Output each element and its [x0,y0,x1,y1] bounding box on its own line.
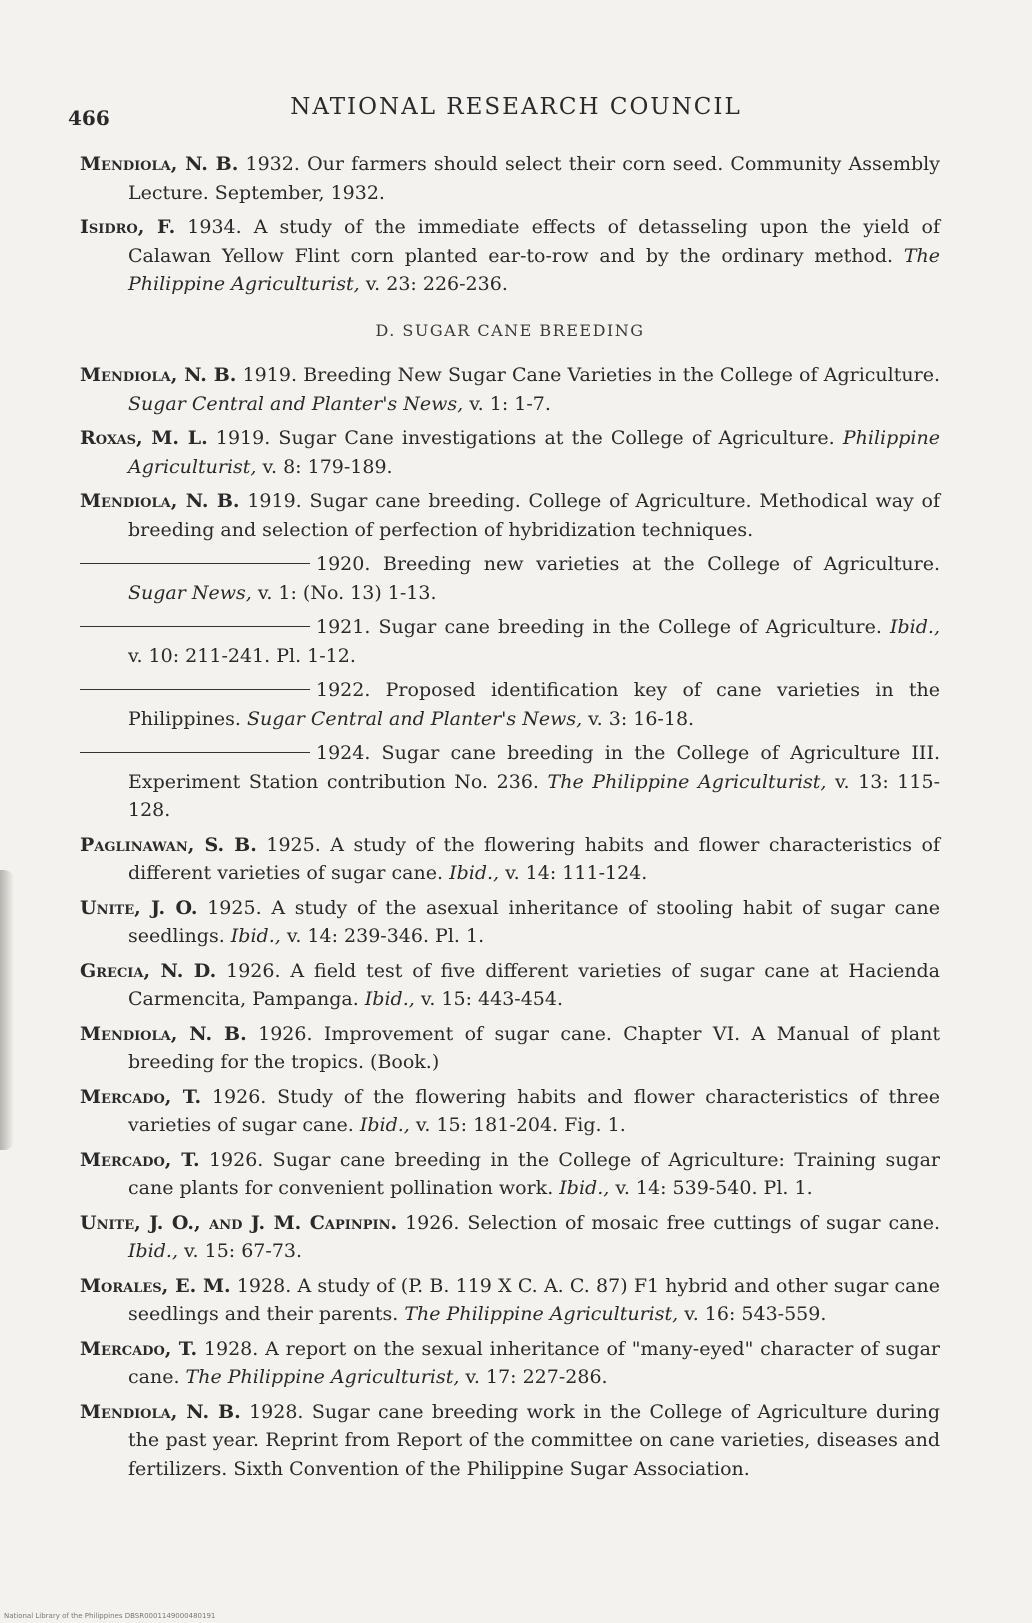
entry-citation: v. 15: 67-73. [184,1240,303,1262]
entry-journal: The Philippine Agriculturist, [128,244,940,295]
entry-citation: v. 3: 16-18. [588,707,695,730]
entry-journal: Sugar Central and Planter's News, [246,707,583,730]
bibliography-entry [80,213,940,299]
entry-author: Unite, J. O., and J. M. Capinpin. [80,1211,398,1234]
entry-text: 1920. Breeding new varieties at the College of Agriculture. [316,553,940,575]
entry-journal: Philippine Agriculturist, [128,427,940,478]
entry-text: 1932. Our farmers should select their corn seed. Community Assembly Lecture. September, 1932. [128,153,940,204]
entry-journal: Ibid., [559,1177,610,1199]
entry-author: Mercado, T. [80,1337,198,1360]
entry-journal: Ibid., [890,616,940,638]
entry-journal: Ibid., [449,862,500,884]
entry-journal: Ibid., [364,988,415,1010]
entry-author: Isidro, F. [80,216,176,238]
entry-text: 1919. Breeding New Sugar Cane Varieties in the College of Agriculture. [242,364,940,386]
page-edge-shadow [0,870,14,1150]
repeat-author-rule [80,626,310,627]
bibliography-entry [80,739,940,825]
entry-author: Unite, J. O. [80,896,198,919]
entry-text: 1925. A study of the flowering habits and flower characteristics of different varieties of sugar cane. [128,833,940,884]
entry-text: 1928. A study of (P. B. 119 X C. A. C. 87) F1 hybrid and other sugar cane seedlings and their parents. [128,1274,940,1325]
entry-citation: v. 10: 211-241. Pl. 1-12. [128,644,356,667]
bibliography-entry [80,487,940,544]
entry-citation: v. 1: 1-7. [469,392,551,415]
entry-citation: v. 1: (No. 13) 1-13. [257,581,437,604]
footer-source: National Library of the Philippines DBSR0001149000480191 [4,1612,216,1620]
entry-author: Mendiola, N. B. [80,364,237,386]
bibliography-entry [80,676,940,733]
entry-text: 1926. Improvement of sugar cane. Chapter VI. A Manual of plant breeding for the tropics. (Book.) [128,1022,940,1073]
entry-journal: Ibid., [230,925,281,947]
entry-citation: v. 17: 227-286. [465,1366,608,1388]
entry-text: 1924. Sugar cane breeding in the College of Agriculture III. Experiment Station contribution No. 236. [128,742,940,793]
entry-journal: The Philippine Agriculturist, [404,1303,679,1325]
entry-text: 1922. Proposed identification key of cane varieties in the Philippines. [128,679,940,730]
entry-citation: v. 15: 443-454. [420,988,564,1010]
bibliography-entry [80,1146,940,1203]
bibliography-entry [80,957,940,1014]
entry-text: 1919. Sugar Cane investigations at the College of Agriculture. [215,427,835,449]
entry-text: 1926. Selection of mosaic free cuttings of sugar cane. [405,1211,940,1234]
repeat-author-rule [80,689,310,690]
entry-journal: Sugar News, [128,581,252,604]
bibliography-entry [80,150,940,207]
entry-journal: The Philippine Agriculturist, [547,770,827,793]
entry-author: Mendiola, N. B. [80,153,239,175]
entry-journal: Sugar Central and Planter's News, [128,392,464,415]
entry-text: 1921. Sugar cane breeding in the College of Agriculture. [316,616,882,638]
entry-journal: Ibid., [359,1114,410,1136]
entry-text: 1926. A field test of five different varieties of sugar cane at Hacienda Carmencita, Pampanga. [128,959,941,1010]
entry-author: Mercado, T. [80,1085,202,1108]
entry-journal: Ibid., [128,1240,178,1262]
entry-author: Mendiola, N. B. [80,490,240,512]
entry-text: 1926. Study of the flowering habits and flower characteristics of three varieties of sugar cane. [128,1085,940,1136]
bibliography-list [80,150,940,1489]
entry-author: Mendiola, N. B. [80,1022,247,1045]
entry-citation: v. 14: 111-124. [505,862,648,884]
entry-citation: v. 23: 226-236. [365,273,508,295]
entry-citation: v. 16: 543-559. [684,1303,827,1325]
bibliography-entry [80,1020,940,1077]
bibliography-entry [80,1335,940,1392]
entry-journal: The Philippine Agriculturist, [185,1366,460,1388]
bibliography-entry [80,1209,940,1266]
entry-citation: v. 14: 539-540. Pl. 1. [615,1177,813,1199]
entry-author: Mendiola, N. B. [80,1400,241,1423]
entry-text: 1919. Sugar cane breeding. College of Agriculture. Methodical way of breeding and selection of perfection of hybridization techniques. [128,490,941,541]
bibliography-entry [80,1272,940,1329]
entry-text: 1928. A report on the sexual inheritance of "many-eyed" character of sugar cane. [128,1337,940,1388]
entry-author: Mercado, T. [80,1148,200,1171]
entry-author: Paglinawan, S. B. [80,833,257,856]
entry-citation: v. 8: 179-189. [262,455,393,478]
entry-author: Grecia, N. D. [80,959,217,982]
repeat-author-rule [80,752,310,753]
entry-text: 1925. A study of the asexual inheritance of stooling habit of sugar cane seedlings. [128,896,940,947]
bibliography-entry [80,1083,940,1140]
bibliography-entry [80,831,940,888]
bibliography-entry [80,424,940,481]
bibliography-entry [80,1398,940,1484]
bibliography-entry [80,550,940,607]
entry-citation: v. 15: 181-204. Fig. 1. [415,1114,626,1136]
page-number: 466 [68,106,110,130]
entry-text: 1928. Sugar cane breeding work in the College of Agriculture during the past year. Reprint from Report of the committee on cane varieties, diseases and fertilizers. Sixth Convention of the Philippine Sugar Association. [128,1400,940,1480]
repeat-author-rule [80,563,310,564]
entry-author: Morales, E. M. [80,1274,231,1297]
entry-text: 1926. Sugar cane breeding in the College of Agriculture: Training sugar cane plants for convenient pollination work. [128,1148,941,1199]
entry-citation: v. 13: 115-128. [128,770,940,821]
running-head: NATIONAL RESEARCH COUNCIL [290,94,742,120]
bibliography-entry [80,361,940,418]
bibliography-entry [80,894,940,951]
entry-text: 1934. A study of the immediate effects of detasseling upon the yield of Calawan Yellow Flint corn planted ear-to-row and by the ordinary method. [128,216,941,267]
bibliography-entry [80,613,940,670]
entry-author: Roxas, M. L. [80,427,208,449]
entry-citation: v. 14: 239-346. Pl. 1. [286,925,485,947]
section-heading: D. SUGAR CANE BREEDING [375,320,645,340]
